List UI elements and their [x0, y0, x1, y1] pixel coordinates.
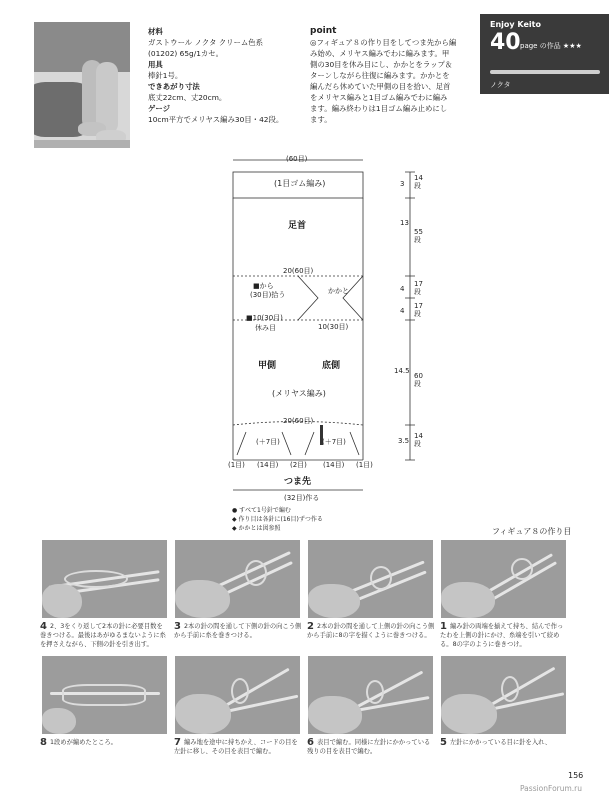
step-number: 4: [40, 621, 47, 632]
step-caption-8: [40, 738, 168, 747]
point-line: 側の30目を休み目にし、かかとをラップ＆: [310, 60, 453, 69]
heel-side: 10(30目): [318, 323, 349, 331]
dim-value: 14.5: [394, 367, 410, 375]
point-heading: point: [310, 26, 337, 36]
gauge-heading: ゲージ: [148, 104, 171, 113]
heel-note2a: ■10(30目): [246, 314, 283, 322]
step-caption-7: [174, 738, 302, 756]
dim-rows: 17 段: [414, 302, 423, 318]
step-photo-5: [441, 656, 566, 734]
tools-value: 棒針1号。: [148, 71, 183, 80]
step-caption-3: [174, 622, 302, 640]
step-text: 1段めが編めたところ。: [49, 739, 117, 746]
step-text: 2本の針の間を通して上側の針の向こう側から手前に8の字を描くように巻きつける。: [307, 623, 435, 639]
note-line: ● すべて1号針で編む: [232, 507, 291, 514]
heel-note2b: 休み目: [255, 324, 276, 332]
dim-rows: 60 段: [414, 372, 423, 388]
step-photo-1: [441, 540, 566, 618]
heel-label: かかと: [328, 287, 349, 295]
materials-yarn-detail: (01202) 65g/1カセ。: [148, 49, 224, 58]
step-photo-3: [175, 540, 300, 618]
cuff-label: (1目ゴム編み): [274, 179, 326, 188]
site-watermark: PassionForum.ru: [520, 784, 583, 793]
toe-width: 20(60目): [283, 417, 314, 425]
point-line: み始め、メリヤス編みでわに編みます。甲: [310, 49, 450, 58]
step-text: 2本の針の間を通して下側の針の向こう側から手前に糸を巻きつける。: [174, 623, 302, 639]
diagram-notes: [232, 506, 323, 533]
step-caption-4: [40, 622, 168, 649]
dim-value: 3.5: [398, 437, 410, 445]
bottom-label: (2目): [290, 461, 307, 469]
dim-rows: 17 段: [414, 280, 423, 296]
point-line: ます。編み終わりは1目ゴム編み止めにし: [310, 104, 448, 113]
heel-note1a: ■から: [253, 282, 274, 290]
gauge-value: 10cm平方でメリヤス編み30目・42段。: [148, 115, 284, 124]
step-text: 表目で編む。同様に左針にかかっている残りの目を表目で編む。: [307, 739, 431, 755]
bottom-label: (1目): [228, 461, 245, 469]
step-caption-1: [440, 622, 568, 649]
dim-rows: 14 段: [414, 174, 423, 190]
step-text: 編み針の両端を揃えて持ち、結んで作ったわを上側の針にかけ、糸端を引いて絞める。8の字のように巻きつけ。: [440, 623, 564, 648]
step-photo-4: [42, 540, 167, 618]
step-photo-6: [308, 656, 433, 734]
size-value: 底丈22cm、丈20cm。: [148, 93, 227, 102]
dim-value: 13: [400, 219, 409, 227]
step-number: 7: [174, 737, 181, 748]
stockinette-label: (メリヤス編み): [272, 389, 326, 398]
step-photo-7: [175, 656, 300, 734]
instep-label: 甲側: [258, 361, 277, 371]
bottom-label: (1目): [356, 461, 373, 469]
toe-label: つま先: [284, 477, 312, 487]
step-text: 2、3をくり返して2本の針に必要目数を巻きつける。最後はあがゆるまないように糸を押さえながら、下側の針を引き出す。: [40, 623, 166, 648]
point-line: ます。: [310, 115, 332, 124]
heel-width: 20(60目): [283, 267, 314, 275]
note-line: ◆ 作り目は各針に(16目)ずつ作る: [232, 516, 323, 523]
step-number: 5: [440, 737, 447, 748]
point-line: ターンしながら往復に編みます。かかとを: [310, 71, 450, 80]
dim-value: 4: [400, 285, 405, 293]
dim-rows: 55 段: [414, 228, 423, 244]
badge-number: 40: [490, 30, 521, 55]
section-title: フィギュア８の作り目: [492, 527, 572, 536]
bottom-label: (14目): [257, 461, 279, 469]
badge-brand: Enjoy Keito: [490, 20, 541, 29]
point-line: ◎フィギュア８の作り目をしてつま先から編: [310, 38, 457, 47]
step-caption-5: [440, 738, 568, 747]
badge-name: ノクタ: [490, 81, 511, 89]
cast-on-label: (32目)作る: [284, 494, 320, 502]
step-number: 3: [174, 621, 181, 632]
tools-heading: 用具: [148, 60, 163, 69]
step-number: 6: [307, 737, 314, 748]
inc-left: (＋7目): [256, 438, 280, 446]
step-number: 8: [40, 737, 47, 748]
sole-label: 底側: [322, 361, 341, 371]
heel-note1b: (30目)拾う: [250, 291, 286, 299]
materials-heading: 材料: [148, 27, 163, 36]
step-number: 2: [307, 621, 314, 632]
page-number: 156: [568, 771, 584, 780]
top-width: (60目): [286, 155, 308, 163]
dim-rows: 14 段: [414, 432, 423, 448]
step-text: 編み地を途中に持ちかえ、コードの目を左針に移し、その目を表目で編む。: [174, 739, 298, 755]
inc-right: (＋7目): [322, 438, 346, 446]
step-photo-2: [308, 540, 433, 618]
point-line: 編んだら休めていた甲側の目を拾い、足首: [310, 82, 451, 91]
badge-suffix: page の作品 ★★★: [520, 42, 582, 50]
dim-value: 4: [400, 307, 405, 315]
step-caption-6: [307, 738, 435, 756]
step-photo-8: [42, 656, 167, 734]
dim-value: 3: [400, 180, 405, 188]
step-number: 1: [440, 621, 447, 632]
note-line: ◆ かかとは図参照: [232, 525, 281, 532]
step-text: 左針にかかっている目に針を入れ、: [449, 739, 552, 746]
step-caption-2: [307, 622, 435, 640]
ankle-label: 足首: [288, 221, 307, 231]
size-heading: できあがり寸法: [148, 82, 200, 91]
bottom-label: (14目): [323, 461, 345, 469]
point-line: をメリヤス編みと1目ゴム編みでわに編み: [310, 93, 448, 102]
materials-yarn: ガストウール ノクタ クリーム色系: [148, 38, 264, 47]
